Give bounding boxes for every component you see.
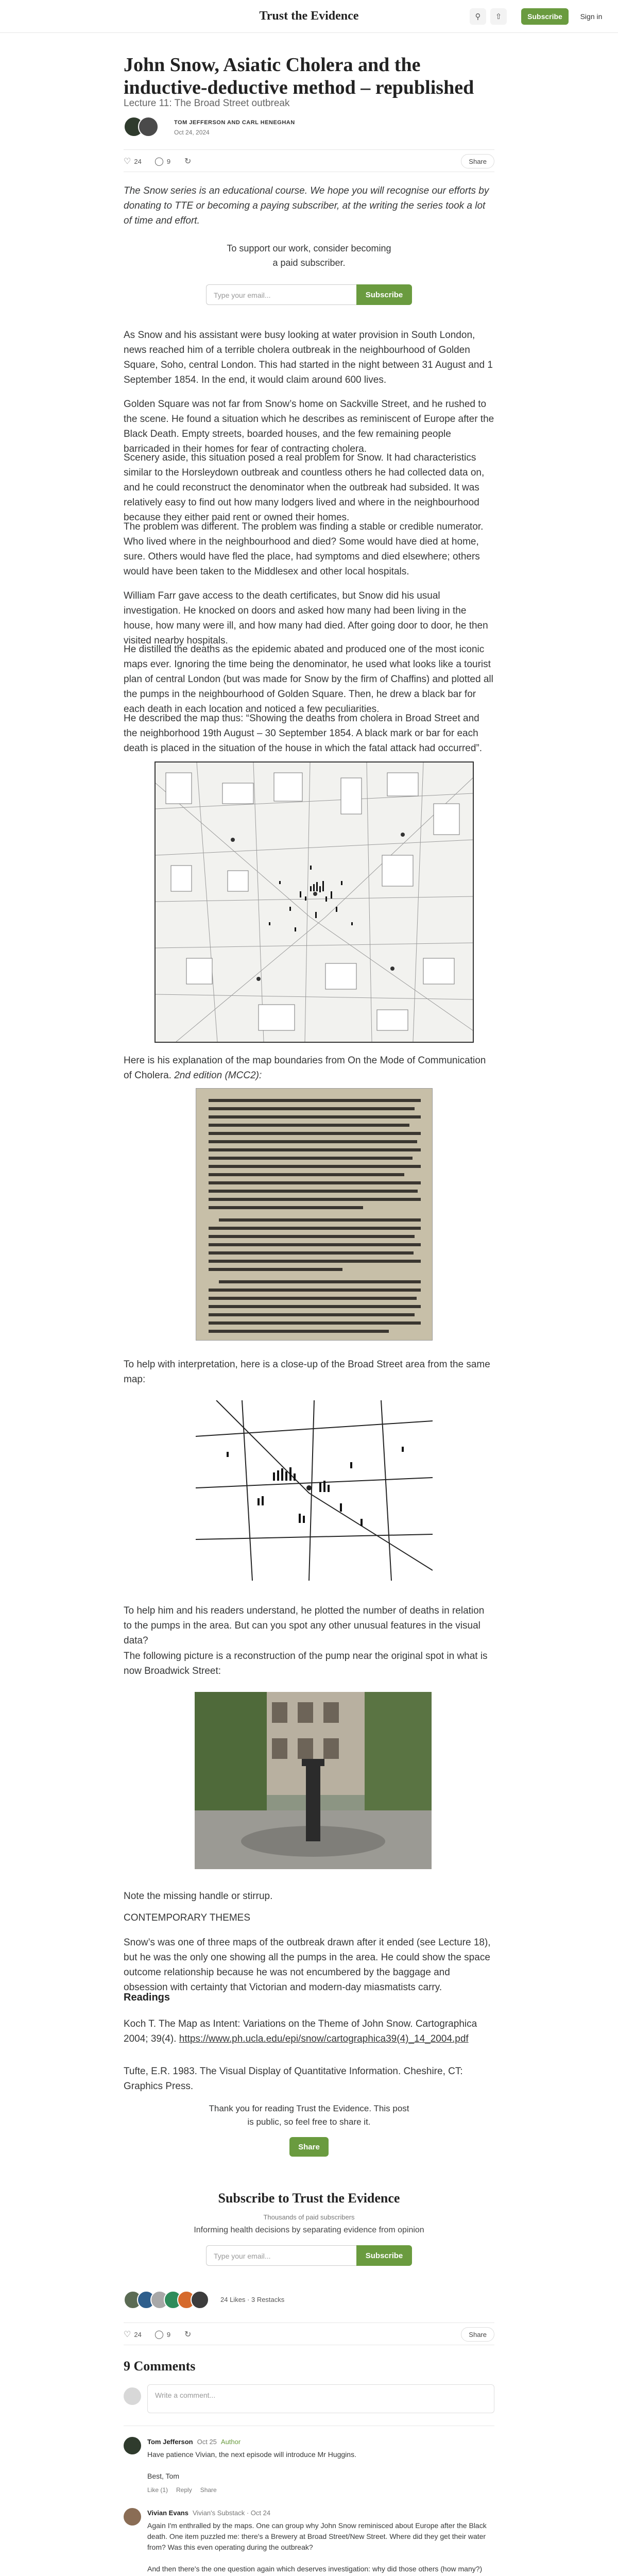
avatar[interactable] (124, 2437, 141, 2454)
restack-button[interactable] (184, 155, 191, 168)
thanks-note: Thank you for reading Trust the Evidence. This post is public, so feel free to share it. (209, 2104, 409, 2127)
reading-link[interactable]: https://www.ph.ucla.edu/epi/snow/cartographica39(4)_14_2004.pdf (179, 2033, 469, 2044)
pump-photo-drawing (195, 1692, 432, 1869)
comment-date: Oct 25 (197, 2438, 217, 2446)
heart-icon: ♡ (124, 2330, 131, 2339)
share-icon[interactable]: ⇧ (490, 8, 507, 25)
comment-like-button[interactable]: Like (1) (147, 2486, 168, 2494)
scan-lines (196, 1089, 433, 1341)
avatar[interactable] (191, 2291, 209, 2309)
subscribe-form-bottom (206, 2245, 412, 2266)
avatar[interactable] (138, 116, 159, 137)
closeup-drawing (196, 1400, 433, 1581)
reading-item: Tufte, E.R. 1983. The Visual Display of Quantitative Information. Cheshire, CT: Graphics Press. (124, 2066, 463, 2092)
restack-button[interactable] (184, 2328, 191, 2341)
top-nav (0, 0, 618, 33)
paragraph: Golden Square was not far from Snow’s home on Sackville Street, and he rushed to the scene. He found a situation which he describes as reminiscent of Europe after the Black Death. Empty streets, boarded houses, and the few remaining people barricaded in their homes for fear of contracting cholera. (124, 399, 494, 454)
comment-item (124, 2437, 494, 2499)
comment-reply-button[interactable]: Reply (176, 2486, 192, 2494)
action-bar (124, 149, 494, 172)
comment-body: Again I'm enthralled by the maps. One can group why John Snow reminisced about Europe after the Black death. One item puzzled me: there's a Brewery at Broad Street/New Street. Where did they get their water from? Was this even operating during the outbreak? And then there's the one question again which deserves investigation: why did those others (how many?) (147, 2521, 487, 2573)
subscribe-form (206, 284, 412, 305)
sign-in-button[interactable]: Sign in (580, 12, 603, 21)
subscribe-button[interactable]: Subscribe (356, 2245, 412, 2266)
paragraph: As Snow and his assistant were busy looking at water provision in South London, news reached him of a terrible cholera outbreak in the neighbourhood of Golden Square, Soho, central London. This had started in the night between 31 August and 1 September 1854. In the end, it would claim around 600 lives. (124, 330, 493, 385)
broad-street-closeup-map[interactable] (196, 1400, 433, 1581)
avatar[interactable] (124, 2508, 141, 2526)
comment-button[interactable] (154, 2328, 170, 2341)
likers-row (124, 2291, 494, 2311)
restack-icon: ↻ (184, 157, 192, 166)
email-input[interactable]: Type your email... (206, 2245, 356, 2266)
search-icon[interactable]: ⚲ (470, 8, 486, 25)
snow-cholera-map[interactable] (154, 761, 474, 1043)
subscribe-button[interactable]: Subscribe (521, 8, 569, 25)
post-subtitle: Lecture 11: The Broad Street outbreak (124, 98, 290, 109)
comment-count: 9 (166, 157, 171, 165)
reading-item: Koch T. The Map as Intent: Variations on the Theme of John Snow. Cartographica 2004; 39(4). https://www.ph.ucla.edu/epi/snow/cartographica39(4)_14_2004.pdf (124, 2019, 477, 2044)
comment-header (147, 2438, 241, 2446)
readings-heading: Readings (124, 1992, 170, 2003)
restack-icon: ↻ (184, 2330, 192, 2339)
comment-icon: ◯ (154, 2330, 164, 2339)
subscribe-box-title: Subscribe to Trust the Evidence (218, 2191, 400, 2206)
comment-date: Vivian's Substack · Oct 24 (192, 2509, 271, 2517)
like-button[interactable] (124, 155, 142, 168)
like-button[interactable] (124, 2328, 142, 2341)
paragraph: Scenery aside, this situation posed a real problem for Snow. It had characteristics similar to the Horsleydown outbreak and countless others he had collected data on, and he could reconstruct the denominator when the outbreak had subsided. It was relatively easy to find out how many lodgers lived and where in the neighbourhood because they either paid rent or owned their homes. (124, 452, 485, 523)
comment-button[interactable] (154, 155, 170, 168)
comment-author[interactable]: Vivian Evans (147, 2509, 188, 2517)
post-title: John Snow, Asiatic Cholera and the inductive-deductive method – republished (124, 54, 474, 98)
paragraph: He described the map thus: “Showing the deaths from cholera in Broad Street and the neighborhood 19th August – 30 September 1854. A black mark or bar for each death is placed in the situation of the house in which the fatal attack had occurred”. (124, 713, 483, 754)
comment-composer (124, 2384, 494, 2413)
themes-label: CONTEMPORARY THEMES (124, 1912, 250, 1923)
share-button[interactable]: Share (461, 154, 494, 168)
handle-note: Note the missing handle or stirrup. (124, 1891, 273, 1902)
broadwick-street-pump-photo[interactable] (195, 1692, 432, 1869)
comment-icon: ◯ (154, 157, 164, 166)
share-button[interactable]: Share (461, 2327, 494, 2342)
comment-body: Have patience Vivian, the next episode will introduce Mr Huggins. Best, Tom (147, 2450, 356, 2480)
paragraph: He distilled the deaths as the epidemic abated and produced one of the most iconic maps ever. Ignoring the time being the denominator, he used what looks like a tourist plan of central London (but was made for Snow by the firm of Chaffins) and plotted all the pumps in the neighbourhood of Golden Square. Then, he drew a black bar for each death in each location and noticed a few peculiarities. (124, 644, 493, 715)
like-count: 24 (134, 157, 142, 165)
publication-title[interactable]: Trust the Evidence (259, 9, 359, 23)
subscriber-count: Thousands of paid subscribers (263, 2213, 355, 2221)
paragraph: William Farr gave access to the death certificates, but Snow did his usual investigation. He knocked on doors and asked how many had been living in the house, how many were ill, and how many had died. After going door to door, he then visited nearby hospitals. (124, 590, 488, 646)
byline (124, 116, 494, 139)
share-post-button[interactable]: Share (289, 2137, 329, 2157)
post-authors[interactable]: TOM JEFFERSON AND CARL HENEGHAN (174, 120, 295, 126)
likes-summary[interactable]: 24 Likes · 3 Restacks (220, 2296, 285, 2303)
comment-share-button[interactable]: Share (200, 2486, 217, 2494)
support-prompt: To support our work, consider becoming a paid subscriber. (227, 243, 391, 268)
author-badge: Author (220, 2438, 241, 2446)
paragraph: The problem was different. The problem was finding a stable or credible numerator. Who lived where in the neighbourhood and died? Some would have died at home, sure. Others would have fled the place, had symptoms and died elsewhere; others would have been taken to the Middlesex and other local hospitals. (124, 521, 484, 577)
comment-count: 9 (166, 2330, 171, 2338)
mcc2-text-scan[interactable] (196, 1088, 433, 1341)
avatar (124, 2387, 141, 2405)
comment-item (124, 2508, 494, 2576)
comment-author[interactable]: Tom Jefferson (147, 2438, 193, 2446)
like-count: 24 (134, 2330, 142, 2338)
plot-text: To help him and his readers understand, he plotted the number of deaths in relation to the pumps in the area. But can you spot any other unusual features in the visual data? (124, 1605, 485, 1646)
comment-actions (147, 2486, 217, 2494)
subscribe-button[interactable]: Subscribe (356, 284, 412, 305)
comment-header (147, 2509, 270, 2517)
post-date: Oct 24, 2024 (174, 129, 210, 136)
subscribe-box-desc: Informing health decisions by separating evidence from opinion (194, 2226, 424, 2234)
map-drawing (156, 762, 473, 1042)
heart-icon: ♡ (124, 157, 131, 166)
action-bar-bottom (124, 2323, 494, 2345)
closeup-intro: To help with interpretation, here is a close-up of the Broad Street area from the same map: (124, 1359, 490, 1385)
themes-text: Snow’s was one of three maps of the outbreak drawn after it ended (see Lecture 18), but he was the only one showing all the pumps in the area. He could show the space outcome relationship because he was not encumbered by the baggage and obsession with certainty that Victorian and modern-day miasmatists carry. (124, 1937, 491, 1993)
comments-heading: 9 Comments (124, 2359, 196, 2374)
comment-input[interactable]: Write a comment... (147, 2384, 494, 2413)
intro-text: The Snow series is an educational course. We hope you will recognise our efforts by donating to TTE or becoming a paying subscriber, at the writing the series took a lot of time and effort. (124, 185, 489, 226)
map-explanation: Here is his explanation of the map boundaries from On the Mode of Communication of Cholera. 2nd edition (MCC2): (124, 1055, 486, 1081)
email-input[interactable]: Type your email... (206, 284, 356, 305)
pump-text: The following picture is a reconstruction of the pump near the original spot in what is now Broadwick Street: (124, 1651, 488, 1676)
